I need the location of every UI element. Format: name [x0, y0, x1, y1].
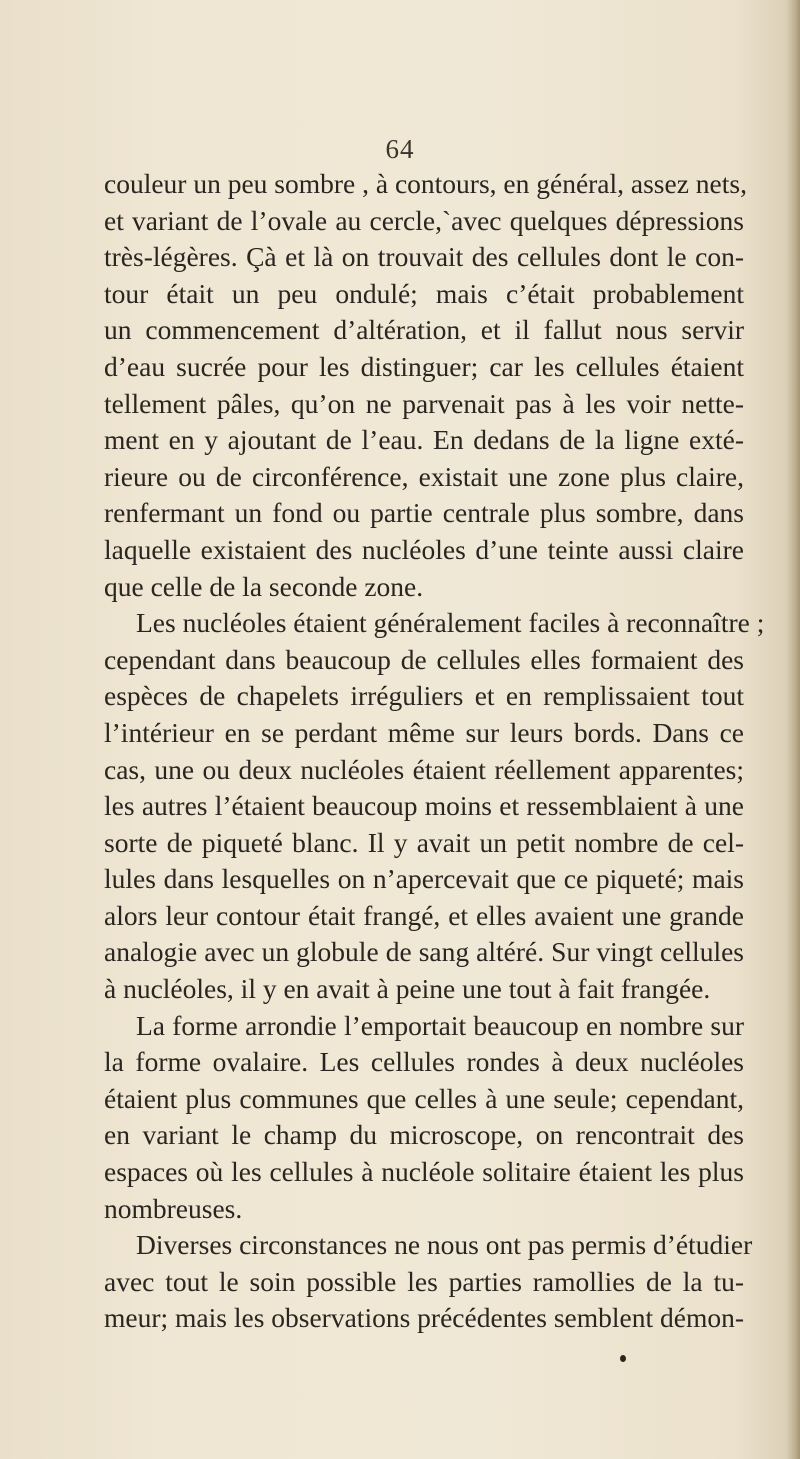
text-line: espèces de chapelets irréguliers et en remplissaient tout [104, 680, 744, 712]
text-line: et variant de l’ovale au cercle,`avec quelques dépressions [104, 204, 744, 236]
text-line: sorte de piqueté blanc. Il y avait un petit nombre de cel- [104, 826, 744, 858]
text-line: d’eau sucrée pour les distinguer; car les cellules étaient [104, 350, 744, 382]
text-line: espaces où les cellules à nucléole solitaire étaient les plus [104, 1156, 744, 1188]
text-line: avec tout le soin possible les parties ramollies de la tu- [104, 1265, 744, 1297]
text-line: tellement pâles, qu’on ne parvenait pas à les voir nette- [104, 387, 744, 419]
text-line: lules dans lesquelles on n’apercevait que ce piqueté; mais [104, 863, 744, 895]
page-edge-shadow [786, 0, 800, 1459]
text-line: un commencement d’altération, et il fallut nous servir [104, 314, 744, 346]
text-line: nombreuses. [104, 1192, 243, 1224]
text-line: la forme ovalaire. Les cellules rondes à deux nucléoles [104, 1046, 744, 1078]
text-line: alors leur contour était frangé, et elles avaient une grande [104, 899, 744, 931]
text-line: analogie avec un globule de sang altéré. Sur vingt cellules [104, 936, 744, 968]
text-line: tour était un peu ondulé; mais c’était probablement [104, 277, 744, 309]
text-line: l’intérieur en se perdant même sur leurs bords. Dans ce [104, 716, 744, 748]
text-line: meur; mais les observations précédentes semblent démon- [104, 1302, 744, 1334]
text-line: ment en y ajoutant de l’eau. En dedans de la ligne exté- [104, 424, 744, 456]
text-line: renfermant un fond ou partie centrale plus sombre, dans [104, 497, 744, 529]
text-line: rieure ou de circonférence, existait une zone plus claire, [104, 460, 744, 492]
text-line: étaient plus communes que celles à une seule; cependant, [104, 1082, 744, 1114]
text-line: à nucléoles, il y en avait à peine une tout à fait frangée. [104, 973, 711, 1005]
text-line: cependant dans beaucoup de cellules elles formaient des [104, 643, 744, 675]
page-number: 64 [385, 134, 415, 164]
text-line: Diverses circonstances ne nous ont pas permis d’étudier [136, 1229, 753, 1261]
text-line: en variant le champ du microscope, on rencontrait des [104, 1119, 744, 1151]
text-line: laquelle existaient des nucléoles d’une teinte aussi claire [104, 533, 744, 565]
text-line: très-légères. Çà et là on trouvait des cellules dont le con- [104, 241, 744, 273]
text-line: cas, une ou deux nucléoles étaient réellement apparentes; [104, 753, 744, 785]
text-line: couleur un peu sombre , à contours, en général, assez nets, [104, 168, 747, 199]
text-line: La forme arrondie l’emportait beaucoup en nombre sur [136, 1009, 744, 1041]
ink-speck [620, 1355, 626, 1362]
text-line: que celle de la seconde zone. [104, 570, 424, 602]
body-text [104, 166, 765, 1337]
text-line: les autres l’étaient beaucoup moins et ressemblaient à une [104, 790, 744, 822]
text-line: Les nucléoles étaient généralement faciles à reconnaître ; [136, 607, 765, 639]
